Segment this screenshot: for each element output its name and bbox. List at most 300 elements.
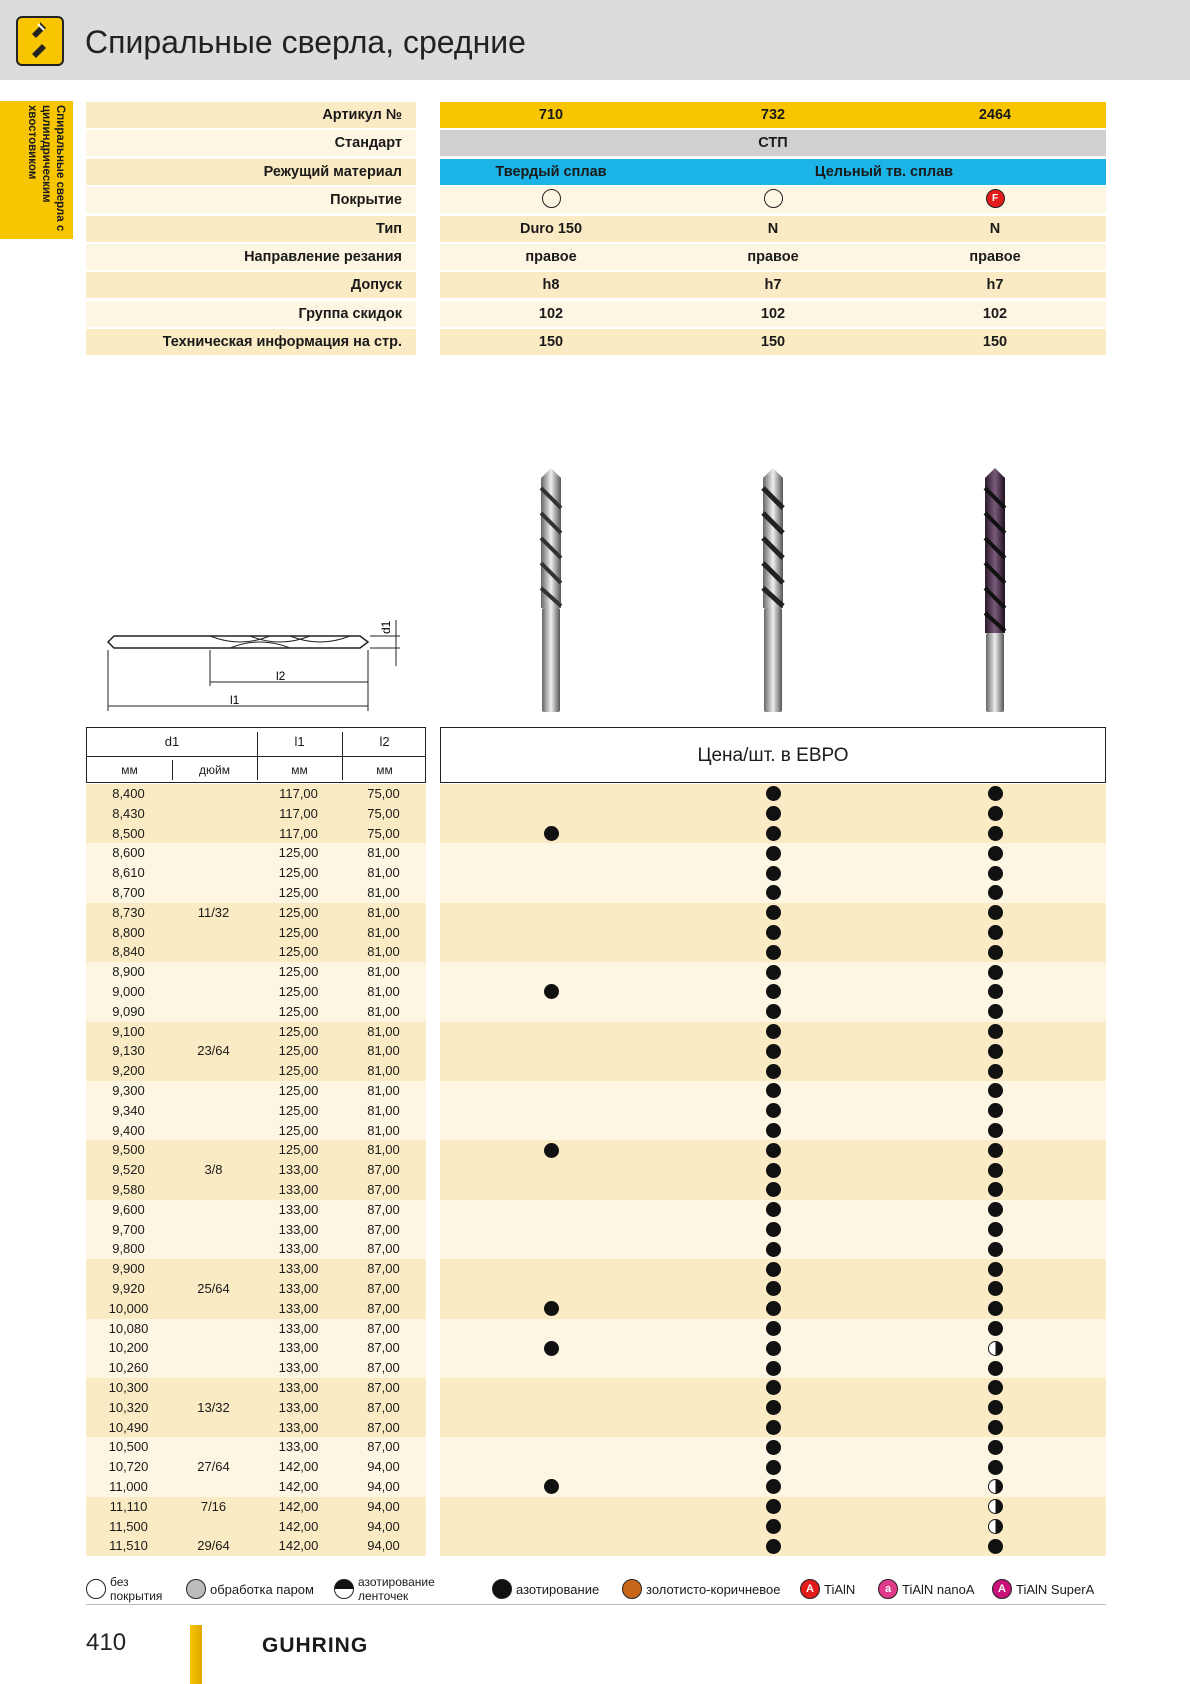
cell-l2: 87,00 xyxy=(367,1340,400,1356)
spec-value: правое xyxy=(525,248,577,265)
available-icon[interactable] xyxy=(988,1083,1003,1098)
table-row[interactable] xyxy=(86,1081,1106,1101)
available-icon[interactable] xyxy=(988,866,1003,881)
cell-l1: 133,00 xyxy=(278,1201,319,1217)
table-row[interactable] xyxy=(86,982,1106,1002)
cell-l2: 87,00 xyxy=(367,1419,400,1435)
cell-l1: 125,00 xyxy=(278,924,319,940)
available-icon[interactable] xyxy=(766,1301,781,1316)
available-icon[interactable] xyxy=(766,984,781,999)
nitriding-icon xyxy=(492,1579,512,1599)
table-row[interactable] xyxy=(86,1338,1106,1358)
cell-l2: 81,00 xyxy=(367,1122,400,1138)
drill-732-image xyxy=(756,468,790,714)
available-icon[interactable] xyxy=(766,806,781,821)
legend-supera: A TiAlN SuperA xyxy=(992,1573,1094,1605)
available-icon[interactable] xyxy=(766,1400,781,1415)
available-icon[interactable] xyxy=(766,1083,781,1098)
spec-coating xyxy=(440,187,662,213)
cell-l2: 81,00 xyxy=(367,1083,400,1098)
available-icon[interactable] xyxy=(988,1024,1003,1039)
cell-l2: 87,00 xyxy=(367,1201,400,1217)
table-row[interactable] xyxy=(86,1279,1106,1299)
cell-d1-mm: 10,260 xyxy=(108,1360,149,1376)
spec-row xyxy=(86,129,1106,157)
cell-l2: 87,00 xyxy=(367,1320,400,1336)
cell-d1-mm: 9,700 xyxy=(112,1221,145,1237)
legend-tialn: A TiAlN xyxy=(800,1573,855,1605)
table-row[interactable] xyxy=(86,1378,1106,1398)
available-icon[interactable] xyxy=(988,846,1003,861)
available-icon[interactable] xyxy=(766,1519,781,1534)
available-icon[interactable] xyxy=(988,965,1003,980)
nitriding-strip-icon xyxy=(334,1579,354,1599)
table-row[interactable] xyxy=(86,883,1106,903)
drill-710-image xyxy=(534,468,568,714)
col-l1: l1 xyxy=(294,734,305,749)
table-row[interactable] xyxy=(86,1022,1106,1042)
cell-d1-mm: 8,800 xyxy=(112,924,145,940)
cell-l1: 117,00 xyxy=(279,786,318,801)
available-icon[interactable] xyxy=(988,1044,1003,1059)
available-icon[interactable] xyxy=(766,1103,781,1118)
cell-l1: 142,00 xyxy=(278,1538,319,1554)
cell-d1-mm: 8,610 xyxy=(112,865,145,881)
table-row[interactable] xyxy=(86,942,1106,962)
cell-d1-mm: 9,600 xyxy=(112,1201,145,1217)
cell-l1: 117,00 xyxy=(279,805,318,821)
cell-l1: 142,00 xyxy=(278,1518,319,1534)
available-icon[interactable] xyxy=(988,945,1003,960)
available-icon[interactable] xyxy=(766,1420,781,1435)
col-d1: d1 xyxy=(164,734,180,749)
available-icon[interactable] xyxy=(988,1420,1003,1435)
cell-l1: 133,00 xyxy=(278,1360,319,1376)
available-icon[interactable] xyxy=(988,1163,1003,1178)
cell-d1-inch: 23/64 xyxy=(197,1043,230,1059)
spec-row xyxy=(86,328,1106,356)
table-row[interactable] xyxy=(86,1259,1106,1279)
spec-value: 102 xyxy=(982,305,1008,322)
table-row[interactable] xyxy=(86,903,1106,923)
cell-l1: 117,00 xyxy=(279,825,318,841)
cell-l2: 81,00 xyxy=(367,845,400,861)
table-row[interactable] xyxy=(86,1319,1106,1339)
available-icon[interactable] xyxy=(988,806,1003,821)
cell-l2: 81,00 xyxy=(367,1003,400,1019)
cell-d1-mm: 11,500 xyxy=(109,1518,148,1534)
cell-l2: 87,00 xyxy=(367,1439,400,1455)
available-icon[interactable] xyxy=(988,1380,1003,1395)
available-icon[interactable] xyxy=(988,885,1003,900)
available-partial-icon[interactable] xyxy=(988,1519,1003,1534)
legend-nitr-strip: азотирование ленточек xyxy=(334,1573,458,1605)
cell-d1-mm: 9,200 xyxy=(112,1063,145,1079)
available-partial-icon[interactable] xyxy=(988,1499,1003,1514)
spec-value[interactable]: 710 xyxy=(440,102,662,128)
available-icon[interactable] xyxy=(988,1361,1003,1376)
available-icon[interactable] xyxy=(766,905,781,920)
available-icon[interactable] xyxy=(988,1202,1003,1217)
cell-l1: 125,00 xyxy=(278,904,319,920)
cell-l1: 142,00 xyxy=(278,1459,319,1475)
coating-f-icon: F xyxy=(986,189,1005,208)
cell-d1-mm: 10,000 xyxy=(108,1300,149,1316)
spec-value: 150 xyxy=(760,334,786,351)
legend-gold: золотисто-коричневое xyxy=(622,1573,780,1605)
table-row[interactable] xyxy=(86,1121,1106,1141)
spec-value: h8 xyxy=(542,277,560,294)
spec-row xyxy=(86,271,1106,299)
page-header xyxy=(0,0,1190,80)
legend-steam: обработка паром xyxy=(186,1573,314,1605)
available-icon[interactable] xyxy=(988,1539,1003,1554)
spec-value[interactable]: 2464 xyxy=(884,102,1106,128)
cell-d1-mm: 9,580 xyxy=(112,1182,145,1197)
available-icon[interactable] xyxy=(544,984,559,999)
available-icon[interactable] xyxy=(766,1044,781,1059)
spec-label: Артикул № xyxy=(322,107,402,123)
available-icon[interactable] xyxy=(988,1262,1003,1277)
available-icon[interactable] xyxy=(766,866,781,881)
available-icon[interactable] xyxy=(766,965,781,980)
legend-nitr: азотирование xyxy=(492,1573,599,1605)
table-row[interactable] xyxy=(86,1477,1106,1497)
cell-l1: 142,00 xyxy=(278,1479,319,1494)
available-icon[interactable] xyxy=(988,1123,1003,1138)
legend-no-coating: без покрытия xyxy=(86,1573,180,1605)
page-number: 410 xyxy=(86,1629,127,1656)
cell-d1-mm: 9,130 xyxy=(112,1043,145,1059)
available-partial-icon[interactable] xyxy=(988,1341,1003,1356)
available-icon[interactable] xyxy=(766,1321,781,1336)
drill-logo-icon xyxy=(16,16,64,66)
page-title: Спиральные сверла, средние xyxy=(85,24,526,60)
available-icon[interactable] xyxy=(988,1103,1003,1118)
available-icon[interactable] xyxy=(988,1064,1003,1079)
cell-l2: 87,00 xyxy=(367,1162,400,1178)
cell-d1-mm: 8,900 xyxy=(112,964,145,980)
cell-d1-mm: 8,730 xyxy=(112,904,145,920)
cell-l2: 81,00 xyxy=(367,885,400,900)
spec-coating xyxy=(884,187,1106,213)
table-row[interactable] xyxy=(86,784,1106,804)
cell-l1: 125,00 xyxy=(278,1003,319,1019)
spec-value: h7 xyxy=(764,277,782,294)
table-row[interactable] xyxy=(86,1457,1106,1477)
cell-l1: 125,00 xyxy=(278,1043,319,1059)
cell-l1: 125,00 xyxy=(278,1063,319,1079)
cell-l2: 81,00 xyxy=(367,924,400,940)
cell-d1-mm: 9,800 xyxy=(112,1241,145,1257)
available-icon[interactable] xyxy=(766,925,781,940)
cell-l1: 133,00 xyxy=(278,1399,319,1415)
cell-d1-mm: 9,000 xyxy=(112,984,145,999)
available-icon[interactable] xyxy=(766,826,781,841)
cell-d1-mm: 9,900 xyxy=(112,1261,145,1277)
cell-l1: 125,00 xyxy=(278,1102,319,1118)
spec-value: h7 xyxy=(986,277,1004,294)
cell-l1: 125,00 xyxy=(278,1023,319,1039)
available-icon[interactable] xyxy=(766,1064,781,1079)
available-icon[interactable] xyxy=(766,1143,781,1158)
cell-d1-mm: 10,300 xyxy=(108,1380,149,1395)
tialn-supera-icon: A xyxy=(992,1579,1012,1599)
table-row[interactable] xyxy=(86,843,1106,863)
cell-l2: 87,00 xyxy=(367,1281,400,1296)
l1-label: l1 xyxy=(230,693,240,707)
gold-brown-icon xyxy=(622,1579,642,1599)
cell-d1-mm: 9,400 xyxy=(112,1122,145,1138)
spec-label: Допуск xyxy=(350,277,402,294)
cell-d1-mm: 10,320 xyxy=(108,1399,149,1415)
available-icon[interactable] xyxy=(988,1321,1003,1336)
col-l2: l2 xyxy=(379,734,390,749)
table-row[interactable] xyxy=(86,962,1106,982)
spec-value: правое xyxy=(969,248,1021,265)
cell-d1-inch: 13/32 xyxy=(197,1399,230,1415)
table-row[interactable] xyxy=(86,1299,1106,1319)
table-row[interactable] xyxy=(86,804,1106,824)
spec-value: Duro 150 xyxy=(519,220,583,237)
cell-l1: 125,00 xyxy=(278,865,319,881)
table-row[interactable] xyxy=(86,1239,1106,1259)
cell-l2: 81,00 xyxy=(367,1102,400,1118)
available-icon[interactable] xyxy=(988,1182,1003,1197)
steam-icon xyxy=(186,1579,206,1599)
available-icon[interactable] xyxy=(544,826,559,841)
cell-l1: 133,00 xyxy=(278,1182,319,1197)
cell-d1-mm: 10,080 xyxy=(108,1320,149,1336)
available-icon[interactable] xyxy=(766,1202,781,1217)
cell-d1-mm: 9,500 xyxy=(112,1142,145,1158)
footer-accent-bar xyxy=(190,1625,202,1684)
available-icon[interactable] xyxy=(766,1281,781,1296)
available-icon[interactable] xyxy=(988,1400,1003,1415)
cell-l2: 75,00 xyxy=(367,786,400,801)
available-icon[interactable] xyxy=(766,1539,781,1554)
available-icon[interactable] xyxy=(766,1440,781,1455)
spec-value[interactable]: 732 xyxy=(662,102,884,128)
available-icon[interactable] xyxy=(988,1143,1003,1158)
available-icon[interactable] xyxy=(766,1163,781,1178)
cell-l1: 125,00 xyxy=(278,1122,319,1138)
available-icon[interactable] xyxy=(544,1479,559,1494)
available-icon[interactable] xyxy=(988,1222,1003,1237)
cell-l2: 81,00 xyxy=(367,1043,400,1059)
spec-row xyxy=(86,101,1106,129)
table-row[interactable] xyxy=(86,1101,1106,1121)
table-row[interactable] xyxy=(86,1180,1106,1200)
section-side-tab[interactable] xyxy=(0,101,73,239)
cell-d1-mm: 9,100 xyxy=(112,1023,145,1039)
available-icon[interactable] xyxy=(988,1281,1003,1296)
table-row[interactable] xyxy=(86,1002,1106,1022)
side-tab-label: Спиральные сверла с цилиндрическим хвостовиком xyxy=(26,105,66,232)
cell-l1: 133,00 xyxy=(278,1261,319,1277)
spec-value: 150 xyxy=(982,334,1008,351)
cell-d1-mm: 11,510 xyxy=(109,1538,148,1554)
table-row[interactable] xyxy=(86,1398,1106,1418)
spec-value: N xyxy=(767,220,779,237)
spec-material: Твердый сплав xyxy=(440,159,662,185)
cell-l1: 125,00 xyxy=(278,885,319,900)
table-row[interactable] xyxy=(86,1061,1106,1081)
table-row[interactable] xyxy=(86,1536,1106,1556)
cell-l2: 87,00 xyxy=(367,1300,400,1316)
cell-l2: 81,00 xyxy=(367,1023,400,1039)
cell-l1: 125,00 xyxy=(278,964,319,980)
spec-row xyxy=(86,158,1106,186)
cell-l2: 87,00 xyxy=(367,1241,400,1257)
cell-l1: 125,00 xyxy=(278,1142,319,1158)
cell-l1: 133,00 xyxy=(278,1380,319,1395)
available-icon[interactable] xyxy=(544,1301,559,1316)
cell-d1-mm: 11,000 xyxy=(109,1479,148,1494)
cell-l2: 94,00 xyxy=(367,1479,400,1494)
no-coating-icon xyxy=(542,189,561,208)
spec-label: Тип xyxy=(376,220,402,237)
cell-l2: 81,00 xyxy=(367,904,400,920)
spec-label: Покрытие xyxy=(330,192,402,209)
spec-table xyxy=(86,101,1106,357)
table-row[interactable] xyxy=(86,1200,1106,1220)
cell-l2: 94,00 xyxy=(367,1538,400,1554)
available-icon[interactable] xyxy=(766,945,781,960)
spec-value: 102 xyxy=(538,305,564,322)
available-icon[interactable] xyxy=(766,1222,781,1237)
cell-d1-mm: 9,920 xyxy=(112,1281,145,1296)
available-icon[interactable] xyxy=(766,1460,781,1475)
cell-l2: 81,00 xyxy=(367,1142,400,1158)
table-row[interactable] xyxy=(86,1358,1106,1378)
cell-l1: 133,00 xyxy=(278,1162,319,1178)
cell-d1-mm: 10,720 xyxy=(108,1459,149,1475)
available-icon[interactable] xyxy=(766,846,781,861)
available-icon[interactable] xyxy=(544,1341,559,1356)
available-icon[interactable] xyxy=(766,1024,781,1039)
spec-value: правое xyxy=(747,248,799,265)
cell-l1: 125,00 xyxy=(278,1083,319,1098)
available-icon[interactable] xyxy=(988,1004,1003,1019)
table-row[interactable] xyxy=(86,1497,1106,1517)
available-icon[interactable] xyxy=(766,1380,781,1395)
spec-label: Группа скидок xyxy=(298,305,402,322)
cell-d1-mm: 9,300 xyxy=(112,1083,145,1098)
available-icon[interactable] xyxy=(766,1004,781,1019)
spec-label: Режущий материал xyxy=(263,163,402,180)
available-icon[interactable] xyxy=(988,1460,1003,1475)
table-row[interactable] xyxy=(86,824,1106,844)
spec-row xyxy=(86,243,1106,271)
cell-l1: 142,00 xyxy=(278,1498,319,1514)
available-icon[interactable] xyxy=(988,905,1003,920)
available-icon[interactable] xyxy=(988,925,1003,940)
tialn-icon: A xyxy=(800,1579,820,1599)
cell-l1: 133,00 xyxy=(278,1241,319,1257)
unit-mm-d1: мм xyxy=(121,763,138,777)
legend-nano: a TiAlN nanoA xyxy=(878,1573,975,1605)
cell-d1-inch: 11/32 xyxy=(197,904,230,920)
cell-d1-inch: 27/64 xyxy=(197,1459,230,1475)
available-icon[interactable] xyxy=(766,1499,781,1514)
cell-l2: 75,00 xyxy=(367,825,400,841)
available-icon[interactable] xyxy=(988,1301,1003,1316)
tialn-nano-icon: a xyxy=(878,1579,898,1599)
cell-d1-mm: 8,700 xyxy=(112,885,145,900)
table-row[interactable] xyxy=(86,1160,1106,1180)
available-icon[interactable] xyxy=(988,826,1003,841)
unit-mm-l2: мм xyxy=(376,763,393,777)
unit-inch: дюйм xyxy=(199,763,230,777)
available-icon[interactable] xyxy=(766,1242,781,1257)
table-row[interactable] xyxy=(86,1418,1106,1438)
cell-d1-mm: 9,520 xyxy=(112,1162,145,1178)
spec-material: Цельный тв. сплав xyxy=(662,159,1106,185)
available-partial-icon[interactable] xyxy=(988,1479,1003,1494)
available-icon[interactable] xyxy=(766,1123,781,1138)
brand-logo: GUHRING xyxy=(262,1634,369,1657)
available-icon[interactable] xyxy=(766,1262,781,1277)
available-icon[interactable] xyxy=(766,786,781,801)
available-icon[interactable] xyxy=(766,1479,781,1494)
available-icon[interactable] xyxy=(544,1143,559,1158)
available-icon[interactable] xyxy=(766,1341,781,1356)
cell-d1-mm: 8,840 xyxy=(112,944,145,960)
available-icon[interactable] xyxy=(766,1182,781,1197)
cell-l2: 87,00 xyxy=(367,1221,400,1237)
spec-value: N xyxy=(989,220,1001,237)
cell-d1-mm: 8,430 xyxy=(112,805,145,821)
cell-l1: 133,00 xyxy=(278,1340,319,1356)
table-row[interactable] xyxy=(86,923,1106,943)
available-icon[interactable] xyxy=(988,1242,1003,1257)
cell-d1-mm: 10,490 xyxy=(108,1419,149,1435)
available-icon[interactable] xyxy=(988,786,1003,801)
cell-d1-inch: 29/64 xyxy=(197,1538,230,1554)
cell-l1: 125,00 xyxy=(278,944,319,960)
l2-label: l2 xyxy=(276,669,286,683)
available-icon[interactable] xyxy=(988,1440,1003,1455)
cell-l2: 94,00 xyxy=(367,1459,400,1475)
table-row[interactable] xyxy=(86,1041,1106,1061)
cell-d1-mm: 8,500 xyxy=(112,825,145,841)
spec-row xyxy=(86,300,1106,328)
cell-d1-mm: 8,400 xyxy=(112,786,145,801)
table-row[interactable] xyxy=(86,1140,1106,1160)
table-row[interactable] xyxy=(86,1220,1106,1240)
cell-l1: 133,00 xyxy=(278,1300,319,1316)
cell-d1-mm: 8,600 xyxy=(112,845,145,861)
cell-d1-inch: 25/64 xyxy=(197,1281,230,1296)
available-icon[interactable] xyxy=(766,1361,781,1376)
cell-d1-mm: 10,200 xyxy=(108,1340,149,1356)
cell-l1: 133,00 xyxy=(278,1281,319,1296)
unit-mm-l1: мм xyxy=(291,763,308,777)
table-row[interactable] xyxy=(86,1437,1106,1457)
cell-l2: 75,00 xyxy=(367,805,400,821)
available-icon[interactable] xyxy=(988,984,1003,999)
cell-l1: 133,00 xyxy=(278,1419,319,1435)
cell-l1: 133,00 xyxy=(278,1320,319,1336)
spec-row xyxy=(86,186,1106,214)
cell-l1: 133,00 xyxy=(278,1221,319,1237)
spec-value: 102 xyxy=(760,305,786,322)
cell-l1: 125,00 xyxy=(278,845,319,861)
available-icon[interactable] xyxy=(766,885,781,900)
table-row[interactable] xyxy=(86,1517,1106,1537)
table-row[interactable] xyxy=(86,863,1106,883)
